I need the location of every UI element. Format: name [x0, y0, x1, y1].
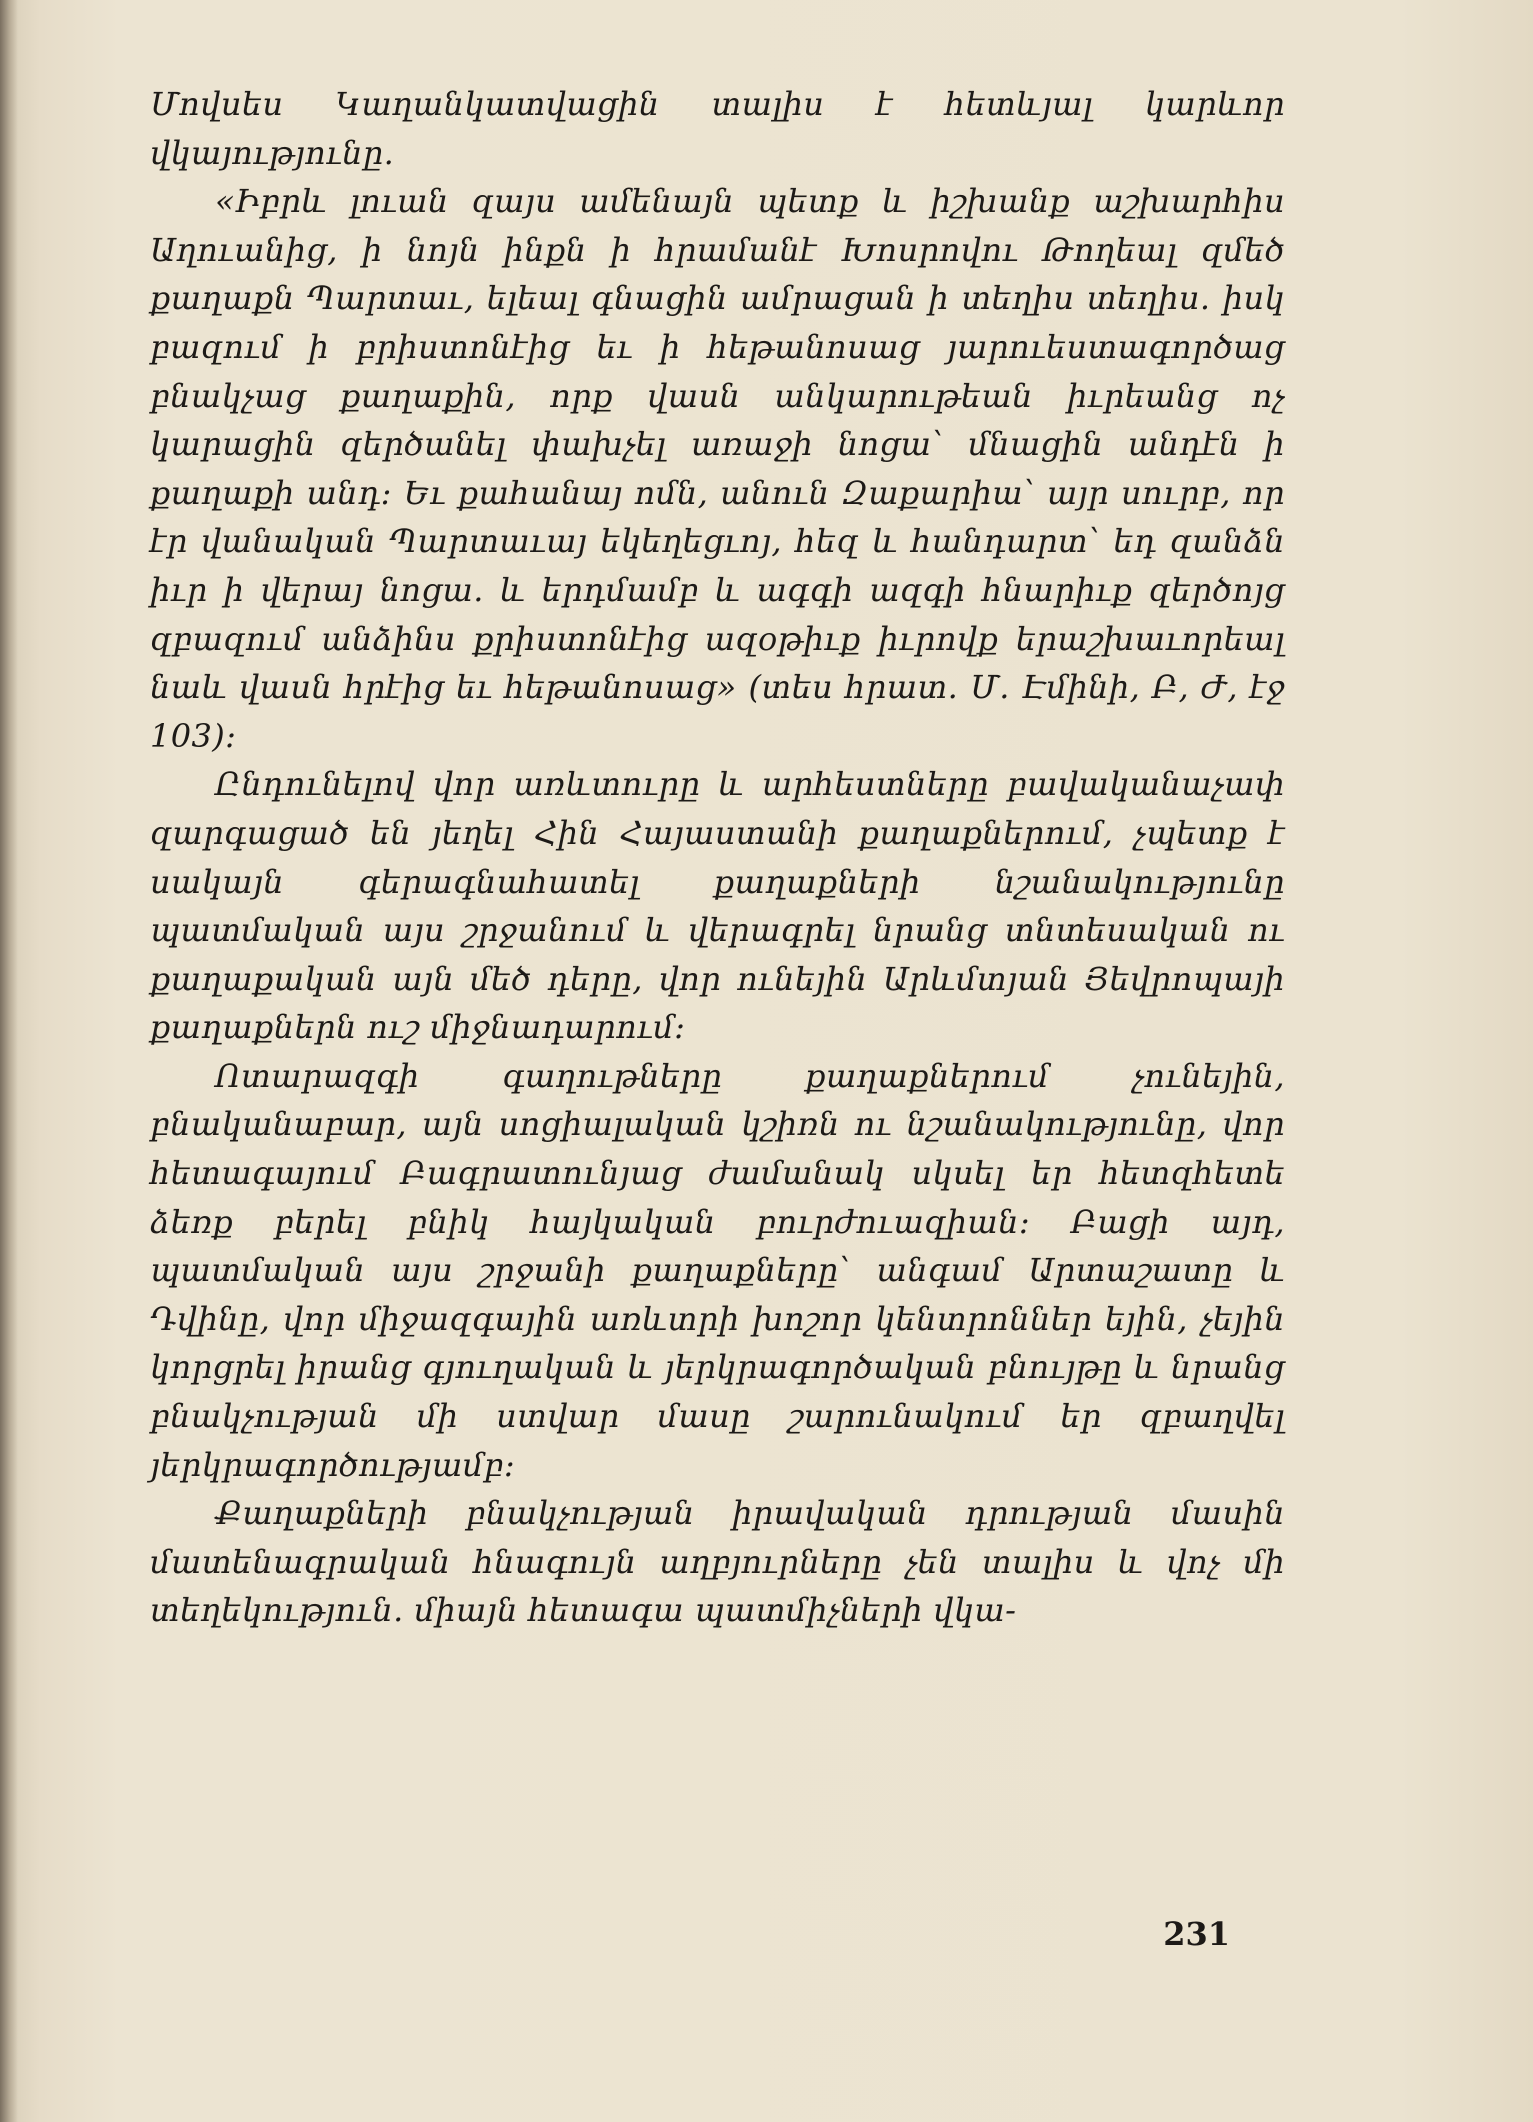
quote-part-1: «Իբրև լուան զայս ամենայն պետք և իշխանք աշխարհիս Աղուանից, ի նոյն ինքն ի հրամանէ Խոսրովու Թողեալ զմեծ քաղաքն Պարտաւ, ելեալ գնացին ամրացան ի տեղիս տեղիս.: [150, 182, 1285, 318]
paragraph-intro: Մովսես Կաղանկատվացին տալիս է հետևյալ կարևոր վկայությունը.: [150, 85, 1285, 172]
page-number: 231: [1163, 1915, 1230, 1953]
paragraph-colonies: Ոտարազգի գաղութները քաղաքներում չունեյին, բնականաբար, այն սոցիալական կշիռն ու նշանակությունը, վոր հետագայում Բագրատունյաց ժամանակ սկսել եր հետզհետե ձեռք բերել բնիկ հայկական բուրժուազիան։ Բացի այդ, պատմական այս շրջանի քաղաքները՝ անգամ Արտաշատը և Դվինը, վոր միջազգային առևտրի խոշոր կենտրոններ եյին, չեյին կորցրել իրանց գյուղական և յերկրագործական բնույթը և նրանց բնակչության մի ստվար մասը շարունակում եր զբաղվել յերկրագործությամբ։: [150, 1056, 1285, 1484]
quote-part-2: իսկ բազում ի բրիստոնէից եւ ի հեթանոսաց յարուեստագործաց բնակչաց քաղաքին, որք վասն անկարութեան իւրեանց ոչ կարացին զերծանել փախչել առաջի նոցա՝ մնացին անդէն ի քաղաքի անդ։ Եւ քահանայ ոմն, անուն Զաքարիա՝ այր սուրբ, որ էր վանական Պարտաւայ եկեղեցւոյ, հեզ և հանդարտ՝ եդ զանձն իւր ի վերայ նոցա. և երդմամբ և ագգի ազգի հնարիւք զերծոյց զբազում անձինս քրիստոնէից ազօթիւք իւրովք երաշխաւորեալ նաև վասն: [150, 279, 1286, 707]
book-spine-shadow: [0, 0, 18, 2122]
quote-part-3: հրէից եւ հեթանոսաց» (տես հրատ. Մ. Էմինի, Բ, Ժ, էջ 103)։: [150, 668, 1285, 755]
paragraph-legal-status: Քաղաքների բնակչության իրավական դրության մասին մատենագրական հնագույն աղբյուրները չեն տալիս և վոչ մի տեղեկություն. միայն հետագա պատմիչների վկա-: [150, 1494, 1285, 1630]
quote-paragraph-italic: [150, 177, 1285, 760]
paragraph-trade: Ընդունելով վոր առևտուրը և արհեստները բավականաչափ զարգացած են յեղել Հին Հայաստանի քաղաքներում, չպետք է սակայն գերագնահատել քաղաքների նշանակությունը պատմական այս շրջանում և վերագրել նրանց տնտեսական ու քաղաքական այն մեծ դերը, վոր ունեյին Արևմտյան Յեվրոպայի քաղաքներն ուշ միջնադարում։: [150, 765, 1285, 1047]
page-body: [150, 80, 1285, 1635]
